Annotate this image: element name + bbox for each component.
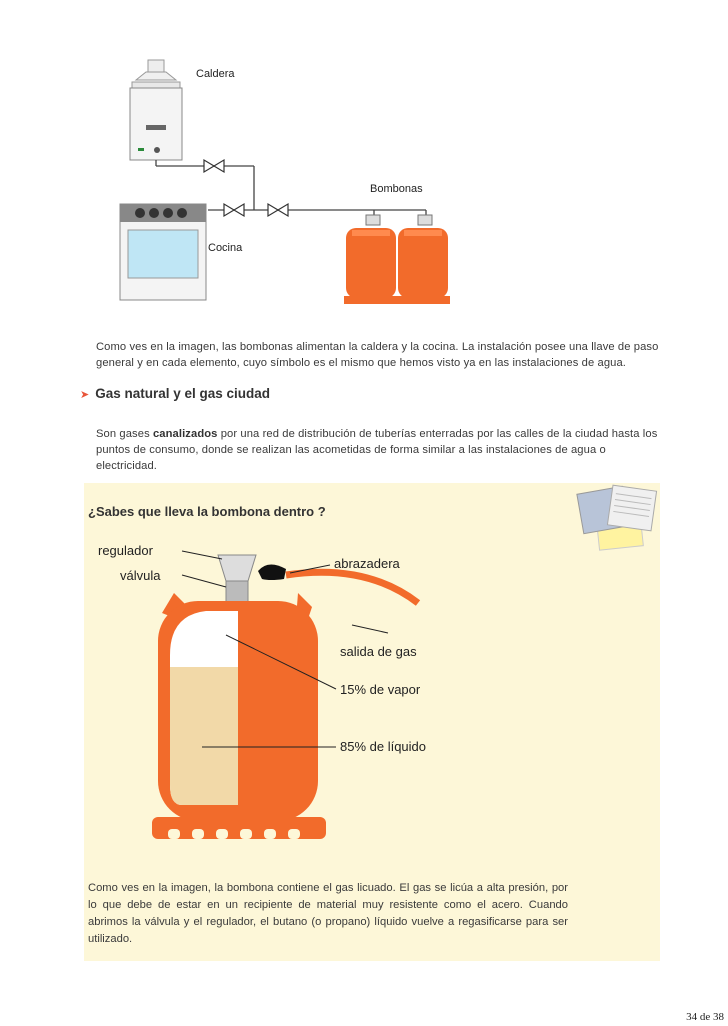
section-heading-text: Gas natural y el gas ciudad — [95, 386, 271, 401]
label-regulador: regulador — [98, 543, 153, 558]
arrow-bullet-icon: ➤ — [80, 389, 90, 401]
valve-icons — [204, 160, 288, 216]
gas-installation-diagram — [100, 50, 520, 310]
label-abrazadera: abrazadera — [334, 556, 400, 571]
gas-bottles-illustration — [344, 215, 450, 304]
label-vapor: 15% de vapor — [340, 682, 421, 697]
label-bombonas: Bombonas — [370, 183, 423, 195]
stove-illustration — [120, 204, 206, 300]
boiler-illustration — [130, 60, 182, 160]
paragraph-installation: Como ves en la imagen, las bombonas alimentan la caldera y la cocina. La instalación posee una llave de paso general y en cada elemento, cuyo símbolo es el mismo que hemos visto ya en las instalaciones de agua. — [96, 341, 659, 370]
notes-icon — [570, 484, 660, 554]
label-salida: salida de gas — [340, 644, 417, 659]
clamp-shape — [258, 564, 286, 580]
paragraph-gas-natural — [96, 426, 666, 474]
infobox-text: Como ves en la imagen, la bombona contiene el gas licuado. El gas se licúa a alta presión, por lo que debe de estar en un recipiente de material muy resistente como el acero. Cuando abrimos la válvula y el regulador, el butano (o propano) líquido vuelve a regasificarse para ser utilizado. — [88, 882, 568, 946]
text-after: por una red de distribución de tuberías enterradas por las calles de la ciudad hasta los puntos de consumo, donde se realizan las acometidas de forma similar a las instalaciones de agua o electricidad. — [96, 428, 658, 473]
page-number: 34 de 38 — [686, 1011, 724, 1023]
info-box-title: ¿Sabes que lleva la bombona dentro ? — [88, 504, 326, 519]
gas-bottle-diagram — [86, 535, 546, 855]
bold-term: canalizados — [152, 428, 218, 441]
label-cocina: Cocina — [208, 242, 243, 254]
section-heading — [80, 386, 270, 401]
text-before: Son gases — [96, 428, 153, 441]
label-valvula: válvula — [120, 568, 161, 583]
label-caldera: Caldera — [196, 68, 235, 80]
label-liquido: 85% de líquido — [340, 739, 427, 754]
